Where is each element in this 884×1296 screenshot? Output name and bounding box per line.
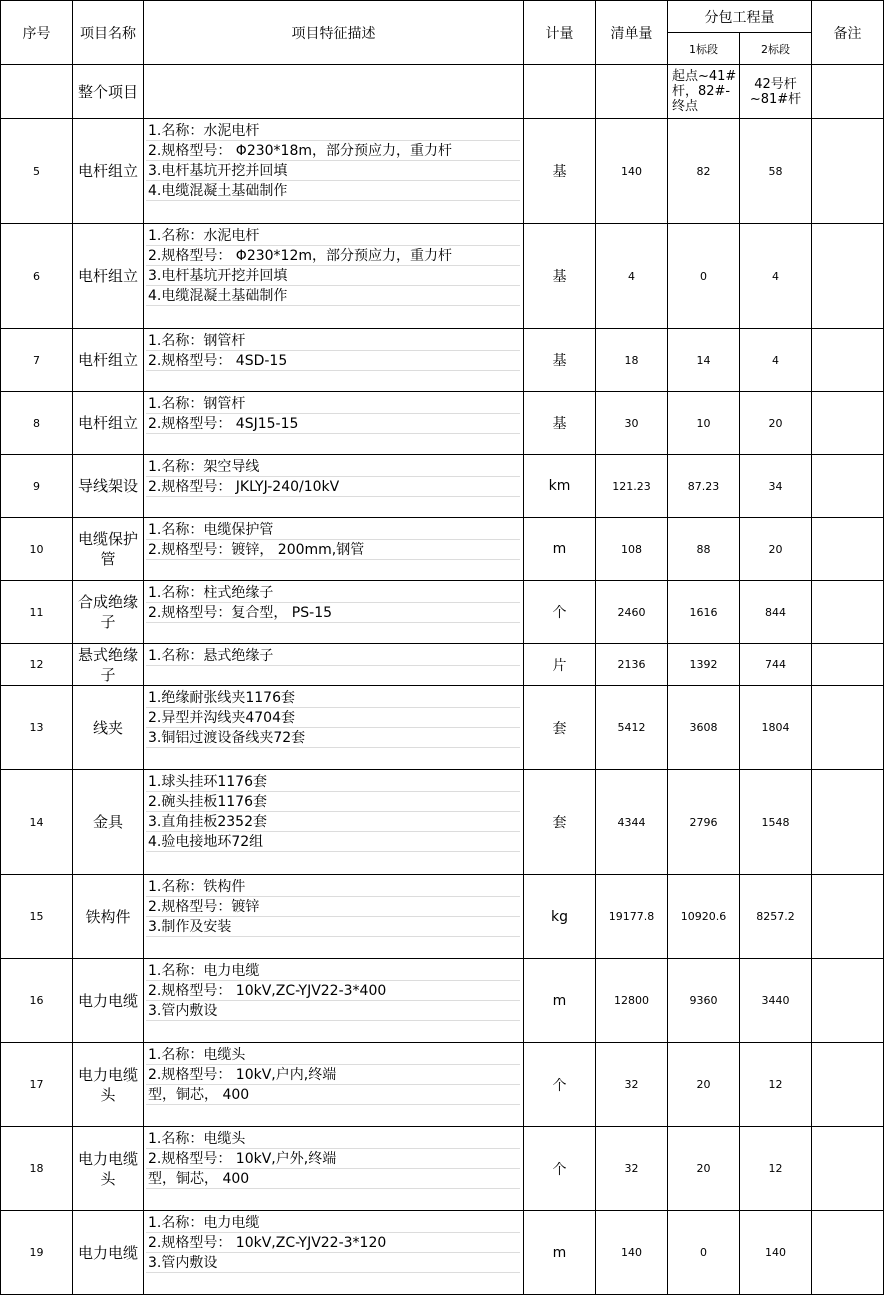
remark-cell bbox=[812, 392, 884, 455]
desc-line: 3.电杆基坑开挖并回填 bbox=[146, 266, 520, 286]
desc-line: 2.异型并沟线夹4704套 bbox=[146, 708, 520, 728]
section-2-cell: 140 bbox=[740, 1211, 812, 1295]
remark-cell bbox=[812, 1127, 884, 1211]
seq-cell: 7 bbox=[1, 329, 73, 392]
seq-cell: 19 bbox=[1, 1211, 73, 1295]
seq-cell: 8 bbox=[1, 392, 73, 455]
header-seq: 序号 bbox=[1, 1, 73, 65]
unit-cell: 基 bbox=[524, 392, 596, 455]
desc-line: 1.名称：电缆保护管 bbox=[146, 520, 520, 540]
desc-line: 1.名称：柱式绝缘子 bbox=[146, 583, 520, 603]
section-1-range: 起点~41#杆，82#-终点 bbox=[672, 69, 737, 114]
desc-line: 3.管内敷设 bbox=[146, 1001, 520, 1021]
header-subcontract: 分包工程量 bbox=[668, 1, 812, 33]
desc-cell bbox=[144, 1043, 524, 1127]
unit-cell: 个 bbox=[524, 1043, 596, 1127]
section-2-cell: 20 bbox=[740, 392, 812, 455]
unit-cell: 个 bbox=[524, 581, 596, 644]
table-row bbox=[1, 875, 884, 959]
desc-cell bbox=[144, 65, 524, 119]
desc-cell bbox=[144, 686, 524, 770]
name-cell: 电杆组立 bbox=[73, 224, 144, 329]
name-cell: 电杆组立 bbox=[73, 119, 144, 224]
section-2-cell: 1804 bbox=[740, 686, 812, 770]
section-2-cell: 744 bbox=[740, 644, 812, 686]
desc-line: 型，铜芯， 400 bbox=[146, 1085, 520, 1105]
desc-line: 1.名称：悬式绝缘子 bbox=[146, 646, 520, 666]
seq-cell: 16 bbox=[1, 959, 73, 1043]
section-1-cell: 20 bbox=[668, 1043, 740, 1127]
desc-line: 1.名称：水泥电杆 bbox=[146, 121, 520, 141]
unit-cell: m bbox=[524, 518, 596, 581]
qty-cell: 18 bbox=[596, 329, 668, 392]
section-1-cell: 10920.6 bbox=[668, 875, 740, 959]
desc-line: 2.规格型号： 10kV,户内,终端 bbox=[146, 1065, 520, 1085]
desc-line: 3.制作及安装 bbox=[146, 917, 520, 937]
section-1-cell: 3608 bbox=[668, 686, 740, 770]
name-cell: 电杆组立 bbox=[73, 329, 144, 392]
section-2-cell bbox=[740, 65, 812, 119]
qty-cell: 5412 bbox=[596, 686, 668, 770]
section-1-cell: 14 bbox=[668, 329, 740, 392]
desc-line: 2.规格型号： 4SD-15 bbox=[146, 351, 520, 371]
desc-line: 4.验电接地环72组 bbox=[146, 832, 520, 852]
section-1-cell: 1392 bbox=[668, 644, 740, 686]
section-1-cell: 0 bbox=[668, 224, 740, 329]
desc-line: 1.名称：钢管杆 bbox=[146, 394, 520, 414]
qty-cell: 140 bbox=[596, 119, 668, 224]
remark-cell bbox=[812, 1043, 884, 1127]
desc-cell bbox=[144, 770, 524, 875]
unit-cell: 套 bbox=[524, 770, 596, 875]
table-row bbox=[1, 224, 884, 329]
remark-cell bbox=[812, 581, 884, 644]
seq-cell bbox=[1, 65, 73, 119]
remark-cell bbox=[812, 1211, 884, 1295]
seq-cell: 9 bbox=[1, 455, 73, 518]
section-1-cell: 1616 bbox=[668, 581, 740, 644]
desc-cell bbox=[144, 1127, 524, 1211]
desc-line: 2.规格型号：镀锌， 200mm,钢管 bbox=[146, 540, 520, 560]
section-2-cell: 4 bbox=[740, 329, 812, 392]
qty-cell: 32 bbox=[596, 1127, 668, 1211]
desc-line: 3.直角挂板2352套 bbox=[146, 812, 520, 832]
name-cell: 悬式绝缘子 bbox=[73, 644, 144, 686]
unit-cell: 基 bbox=[524, 329, 596, 392]
qty-cell: 4 bbox=[596, 224, 668, 329]
header-section-1: 1标段 bbox=[668, 33, 740, 65]
name-cell: 铁构件 bbox=[73, 875, 144, 959]
seq-cell: 15 bbox=[1, 875, 73, 959]
remark-cell bbox=[812, 644, 884, 686]
section-1-cell: 2796 bbox=[668, 770, 740, 875]
remark-cell bbox=[812, 329, 884, 392]
header-name: 项目名称 bbox=[73, 1, 144, 65]
qty-cell: 108 bbox=[596, 518, 668, 581]
name-cell: 电缆保护管 bbox=[73, 518, 144, 581]
section-2-cell: 58 bbox=[740, 119, 812, 224]
remark-cell bbox=[812, 770, 884, 875]
seq-cell: 17 bbox=[1, 1043, 73, 1127]
table-row bbox=[1, 455, 884, 518]
desc-line: 2.规格型号： Φ230*12m，部分预应力，重力杆 bbox=[146, 246, 520, 266]
name-cell: 电杆组立 bbox=[73, 392, 144, 455]
header-unit: 计量 bbox=[524, 1, 596, 65]
table-row bbox=[1, 686, 884, 770]
desc-line: 1.名称：钢管杆 bbox=[146, 331, 520, 351]
desc-line: 型，铜芯， 400 bbox=[146, 1169, 520, 1189]
desc-line: 1.名称：电力电缆 bbox=[146, 961, 520, 981]
desc-line: 1.绝缘耐张线夹1176套 bbox=[146, 688, 520, 708]
desc-line: 4.电缆混凝土基础制作 bbox=[146, 181, 520, 201]
remark-cell bbox=[812, 65, 884, 119]
name-cell: 整个项目 bbox=[73, 65, 144, 119]
qty-cell: 19177.8 bbox=[596, 875, 668, 959]
unit-cell: km bbox=[524, 455, 596, 518]
name-cell: 电力电缆 bbox=[73, 1211, 144, 1295]
desc-cell bbox=[144, 581, 524, 644]
name-cell: 电力电缆 bbox=[73, 959, 144, 1043]
unit-cell: m bbox=[524, 959, 596, 1043]
qty-cell: 2136 bbox=[596, 644, 668, 686]
desc-line: 4.电缆混凝土基础制作 bbox=[146, 286, 520, 306]
section-2-cell: 844 bbox=[740, 581, 812, 644]
table-row bbox=[1, 581, 884, 644]
qty-cell: 30 bbox=[596, 392, 668, 455]
name-cell: 线夹 bbox=[73, 686, 144, 770]
name-cell: 电力电缆头 bbox=[73, 1043, 144, 1127]
desc-line: 2.碗头挂板1176套 bbox=[146, 792, 520, 812]
desc-line: 1.名称：电缆头 bbox=[146, 1129, 520, 1149]
desc-cell bbox=[144, 119, 524, 224]
unit-cell: kg bbox=[524, 875, 596, 959]
desc-line: 3.电杆基坑开挖并回填 bbox=[146, 161, 520, 181]
seq-cell: 11 bbox=[1, 581, 73, 644]
desc-cell bbox=[144, 224, 524, 329]
table-row bbox=[1, 392, 884, 455]
unit-cell: 个 bbox=[524, 1127, 596, 1211]
remark-cell bbox=[812, 455, 884, 518]
table-row bbox=[1, 959, 884, 1043]
unit-cell: 基 bbox=[524, 119, 596, 224]
section-2-cell: 12 bbox=[740, 1043, 812, 1127]
remark-cell bbox=[812, 518, 884, 581]
seq-cell: 18 bbox=[1, 1127, 73, 1211]
qty-cell: 140 bbox=[596, 1211, 668, 1295]
name-cell: 电力电缆头 bbox=[73, 1127, 144, 1211]
section-2-range: 42号杆~81#杆 bbox=[749, 76, 802, 107]
desc-line: 1.名称：电力电缆 bbox=[146, 1213, 520, 1233]
header-desc: 项目特征描述 bbox=[144, 1, 524, 65]
seq-cell: 13 bbox=[1, 686, 73, 770]
table-row bbox=[1, 770, 884, 875]
desc-line: 2.规格型号： 10kV,户外,终端 bbox=[146, 1149, 520, 1169]
table-row-whole bbox=[1, 65, 884, 119]
desc-line: 2.规格型号：复合型， PS-15 bbox=[146, 603, 520, 623]
table-row bbox=[1, 518, 884, 581]
desc-cell bbox=[144, 1211, 524, 1295]
remark-cell bbox=[812, 119, 884, 224]
section-1-cell: 88 bbox=[668, 518, 740, 581]
section-1-cell: 10 bbox=[668, 392, 740, 455]
seq-cell: 10 bbox=[1, 518, 73, 581]
unit-cell: m bbox=[524, 1211, 596, 1295]
name-cell: 导线架设 bbox=[73, 455, 144, 518]
section-2-cell: 12 bbox=[740, 1127, 812, 1211]
qty-cell: 12800 bbox=[596, 959, 668, 1043]
desc-line: 2.规格型号： JKLYJ-240/10kV bbox=[146, 477, 520, 497]
remark-cell bbox=[812, 224, 884, 329]
table-row bbox=[1, 1043, 884, 1127]
desc-line: 2.规格型号： 4SJ15-15 bbox=[146, 414, 520, 434]
section-2-cell: 8257.2 bbox=[740, 875, 812, 959]
remark-cell bbox=[812, 686, 884, 770]
seq-cell: 6 bbox=[1, 224, 73, 329]
table-row bbox=[1, 1211, 884, 1295]
section-2-cell: 34 bbox=[740, 455, 812, 518]
desc-cell bbox=[144, 455, 524, 518]
table-row bbox=[1, 119, 884, 224]
desc-cell bbox=[144, 392, 524, 455]
section-2-cell: 3440 bbox=[740, 959, 812, 1043]
section-2-cell: 4 bbox=[740, 224, 812, 329]
table-row bbox=[1, 329, 884, 392]
section-2-cell: 1548 bbox=[740, 770, 812, 875]
seq-cell: 5 bbox=[1, 119, 73, 224]
desc-line: 1.球头挂环1176套 bbox=[146, 772, 520, 792]
section-1-cell: 20 bbox=[668, 1127, 740, 1211]
desc-cell bbox=[144, 959, 524, 1043]
desc-line: 2.规格型号： 10kV,ZC-YJV22-3*120 bbox=[146, 1233, 520, 1253]
desc-line: 2.规格型号： Φ230*18m，部分预应力，重力杆 bbox=[146, 141, 520, 161]
section-1-cell: 87.23 bbox=[668, 455, 740, 518]
header-remark: 备注 bbox=[812, 1, 884, 65]
desc-cell bbox=[144, 875, 524, 959]
name-cell: 合成绝缘子 bbox=[73, 581, 144, 644]
name-cell: 金具 bbox=[73, 770, 144, 875]
desc-line: 2.规格型号：镀锌 bbox=[146, 897, 520, 917]
seq-cell: 12 bbox=[1, 644, 73, 686]
section-1-cell bbox=[668, 65, 740, 119]
desc-cell bbox=[144, 518, 524, 581]
desc-line: 1.名称：架空导线 bbox=[146, 457, 520, 477]
header-section-2: 2标段 bbox=[740, 33, 812, 65]
unit-cell: 套 bbox=[524, 686, 596, 770]
remark-cell bbox=[812, 959, 884, 1043]
desc-line: 3.管内敷设 bbox=[146, 1253, 520, 1273]
desc-line: 1.名称：水泥电杆 bbox=[146, 226, 520, 246]
section-1-cell: 82 bbox=[668, 119, 740, 224]
unit-cell bbox=[524, 65, 596, 119]
table-row bbox=[1, 644, 884, 686]
unit-cell: 基 bbox=[524, 224, 596, 329]
seq-cell: 14 bbox=[1, 770, 73, 875]
section-1-cell: 0 bbox=[668, 1211, 740, 1295]
qty-cell bbox=[596, 65, 668, 119]
qty-cell: 32 bbox=[596, 1043, 668, 1127]
qty-cell: 2460 bbox=[596, 581, 668, 644]
qty-cell: 4344 bbox=[596, 770, 668, 875]
qty-cell: 121.23 bbox=[596, 455, 668, 518]
desc-cell bbox=[144, 644, 524, 686]
desc-line: 1.名称：铁构件 bbox=[146, 877, 520, 897]
desc-cell bbox=[144, 329, 524, 392]
remark-cell bbox=[812, 875, 884, 959]
table-row bbox=[1, 1127, 884, 1211]
desc-line: 1.名称：电缆头 bbox=[146, 1045, 520, 1065]
section-2-cell: 20 bbox=[740, 518, 812, 581]
desc-line: 3.铜铝过渡设备线夹72套 bbox=[146, 728, 520, 748]
unit-cell: 片 bbox=[524, 644, 596, 686]
section-1-cell: 9360 bbox=[668, 959, 740, 1043]
header-qty: 清单量 bbox=[596, 1, 668, 65]
desc-line: 2.规格型号： 10kV,ZC-YJV22-3*400 bbox=[146, 981, 520, 1001]
